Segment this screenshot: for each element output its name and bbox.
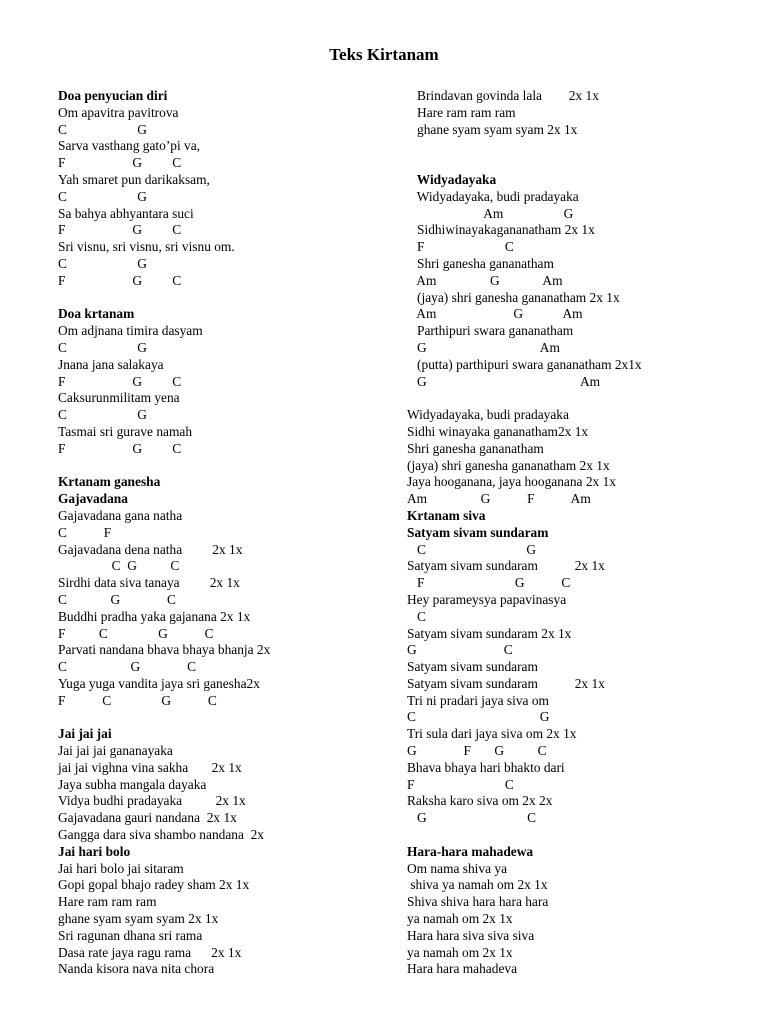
- lyric-line: Caksurunmilitam yena: [58, 390, 180, 406]
- lyric-line: (jaya) shri ganesha gananatham 2x 1x: [407, 457, 610, 473]
- lyric-line: C G: [407, 541, 537, 557]
- lyric-line: C G C: [58, 659, 197, 675]
- lyric-line: Widyadayaka, budi pradayaka: [407, 407, 569, 423]
- lyric-line: shiva ya namah om 2x 1x: [407, 877, 548, 893]
- lyric-line: Shiva shiva hara hara hara: [407, 894, 549, 910]
- section-heading: Satyam sivam sundaram: [407, 524, 549, 540]
- lyric-line: G F G C: [407, 743, 547, 759]
- lyric-line: Gajavadana gana natha: [58, 507, 183, 523]
- lyric-line: Om nama shiva ya: [407, 860, 508, 876]
- lyric-line: F G C: [58, 272, 182, 288]
- lyric-line: Am G Am: [407, 306, 583, 322]
- lyric-line: Satyam sivam sundaram 2x 1x: [407, 675, 605, 691]
- lyric-line: F G C: [58, 373, 182, 389]
- lyric-line: [58, 458, 398, 475]
- section-heading: Jai jai jai: [58, 726, 112, 742]
- lyric-line: ya namah om 2x 1x: [407, 911, 513, 927]
- lyric-line: Om adjnana timira dasyam: [58, 323, 203, 339]
- lyric-line: Sa bahya abhyantara suci: [58, 205, 194, 221]
- lyric-line: [58, 709, 398, 726]
- lyric-line: G Am: [407, 373, 601, 389]
- lyric-line: F C: [407, 776, 514, 792]
- lyric-line: Yah smaret pun darikaksam,: [58, 171, 210, 187]
- lyric-line: F G C: [58, 440, 182, 456]
- lyric-line: C G: [58, 255, 147, 271]
- lyric-line: F G C: [407, 575, 571, 591]
- lyric-line: Parthipuri swara gananatham: [407, 323, 574, 339]
- lyric-line: F C G C: [58, 692, 217, 708]
- lyric-line: F C G C: [58, 625, 214, 641]
- lyric-line: Tri ni pradari jaya siva om: [407, 692, 549, 708]
- lyric-line: Satyam sivam sundaram 2x 1x: [407, 558, 605, 574]
- lyric-line: Sidhiwinayakagananatham 2x 1x: [407, 222, 595, 238]
- lyric-line: Sri ragunan dhana sri rama: [58, 927, 203, 943]
- section-heading: Gajavadana: [58, 491, 128, 507]
- lyric-line: C G: [58, 121, 147, 137]
- lyric-line: C G: [407, 709, 550, 725]
- lyric-line: F C: [407, 239, 514, 255]
- lyric-line: Hare ram ram ram: [407, 104, 516, 120]
- lyric-line: Shri ganesha gananatham: [407, 440, 544, 456]
- lyric-line: ghane syam syam syam 2x 1x: [58, 911, 219, 927]
- lyric-line: Hey parameysya papavinasya: [407, 591, 567, 607]
- lyric-line: ya namah om 2x 1x: [407, 944, 513, 960]
- lyric-line: G Am: [407, 339, 560, 355]
- lyric-line: Shri ganesha gananatham: [407, 255, 554, 271]
- lyric-line: [407, 138, 747, 155]
- lyric-line: F G C: [58, 222, 182, 238]
- lyric-line: C G: [58, 188, 147, 204]
- lyric-line: Jai jai jai gananayaka: [58, 743, 173, 759]
- section-heading: Krtanam siva: [407, 507, 486, 523]
- lyric-line: Satyam sivam sundaram 2x 1x: [407, 625, 572, 641]
- lyric-line: Am G F Am: [407, 491, 591, 507]
- section-heading: Doa krtanam: [58, 306, 135, 322]
- lyric-line: Raksha karo siva om 2x 2x: [407, 793, 553, 809]
- lyric-line: C F: [58, 524, 112, 540]
- lyric-line: (jaya) shri ganesha gananatham 2x 1x: [407, 289, 620, 305]
- lyric-line: Nanda kisora nava nita chora: [58, 961, 215, 977]
- lyric-line: Jaya hooganana, jaya hooganana 2x 1x: [407, 474, 616, 490]
- lyric-line: Jnana jana salakaya: [58, 356, 164, 372]
- lyric-line: C G: [58, 339, 147, 355]
- lyric-line: Tri sula dari jaya siva om 2x 1x: [407, 726, 577, 742]
- lyric-line: Sri visnu, sri visnu, sri visnu om.: [58, 239, 235, 255]
- section-heading: Doa penyucian diri: [58, 88, 168, 103]
- lyric-line: C G C: [58, 591, 176, 607]
- section-heading: Widyadayaka: [407, 171, 497, 187]
- lyric-line: (putta) parthipuri swara gananatham 2x1x: [407, 356, 642, 372]
- lyric-line: F G C: [58, 155, 182, 171]
- lyric-line: Gajavadana dena natha 2x 1x: [58, 541, 243, 557]
- lyric-line: Buddhi pradha yaka gajanana 2x 1x: [58, 608, 251, 624]
- right-column: [407, 88, 747, 978]
- lyric-line: [407, 155, 747, 172]
- section-heading: Jai hari bolo: [58, 843, 131, 859]
- lyric-line: Hara hara siva siva siva: [407, 927, 535, 943]
- lyric-line: Parvati nandana bhava bhaya bhanja 2x: [58, 642, 271, 658]
- lyric-line: Sirdhi data siva tanaya 2x 1x: [58, 575, 240, 591]
- lyric-line: Jaya subha mangala dayaka: [58, 776, 207, 792]
- lyric-line: C: [407, 608, 426, 624]
- lyric-line: Tasmai sri gurave namah: [58, 423, 193, 439]
- lyric-line: G C: [407, 642, 513, 658]
- lyric-line: Hara hara mahadeva: [407, 961, 518, 977]
- lyric-line: [407, 390, 747, 407]
- lyric-line: Am G Am: [407, 272, 563, 288]
- section-heading: Hara-hara mahadewa: [407, 843, 534, 859]
- page-title: Teks Kirtanam: [329, 45, 439, 64]
- lyric-line: Dasa rate jaya ragu rama 2x 1x: [58, 944, 242, 960]
- lyric-line: Gangga dara siva shambo nandana 2x: [58, 827, 264, 843]
- lyric-line: [58, 290, 398, 307]
- lyric-line: Hare ram ram ram: [58, 894, 157, 910]
- lyric-line: Am G: [407, 205, 574, 221]
- lyric-line: C G C: [58, 558, 180, 574]
- lyric-line: Jai hari bolo jai sitaram: [58, 860, 184, 876]
- lyric-line: Yuga yuga vandita jaya sri ganesha2x: [58, 675, 260, 691]
- lyric-line: Gopi gopal bhajo radey sham 2x 1x: [58, 877, 250, 893]
- section-heading: Krtanam ganesha: [58, 474, 161, 490]
- lyric-line: [407, 827, 747, 844]
- lyric-line: C G: [58, 407, 147, 423]
- lyric-line: Om apavitra pavitrova: [58, 104, 179, 120]
- lyric-line: Bhava bhaya hari bhakto dari: [407, 759, 565, 775]
- lyric-line: Sarva vasthang gato’pi va,: [58, 138, 201, 154]
- lyric-line: Brindavan govinda lala 2x 1x: [407, 88, 599, 103]
- lyric-line: G C: [407, 810, 537, 826]
- lyric-line: Sidhi winayaka gananatham2x 1x: [407, 423, 589, 439]
- lyric-line: Gajavadana gauri nandana 2x 1x: [58, 810, 237, 826]
- lyric-line: jai jai vighna vina sakha 2x 1x: [58, 759, 242, 775]
- lyric-line: Vidya budhi pradayaka 2x 1x: [58, 793, 246, 809]
- lyric-line: Widyadayaka, budi pradayaka: [407, 188, 579, 204]
- lyric-line: Satyam sivam sundaram: [407, 659, 538, 675]
- left-column: [58, 88, 398, 978]
- lyric-line: ghane syam syam syam 2x 1x: [407, 121, 578, 137]
